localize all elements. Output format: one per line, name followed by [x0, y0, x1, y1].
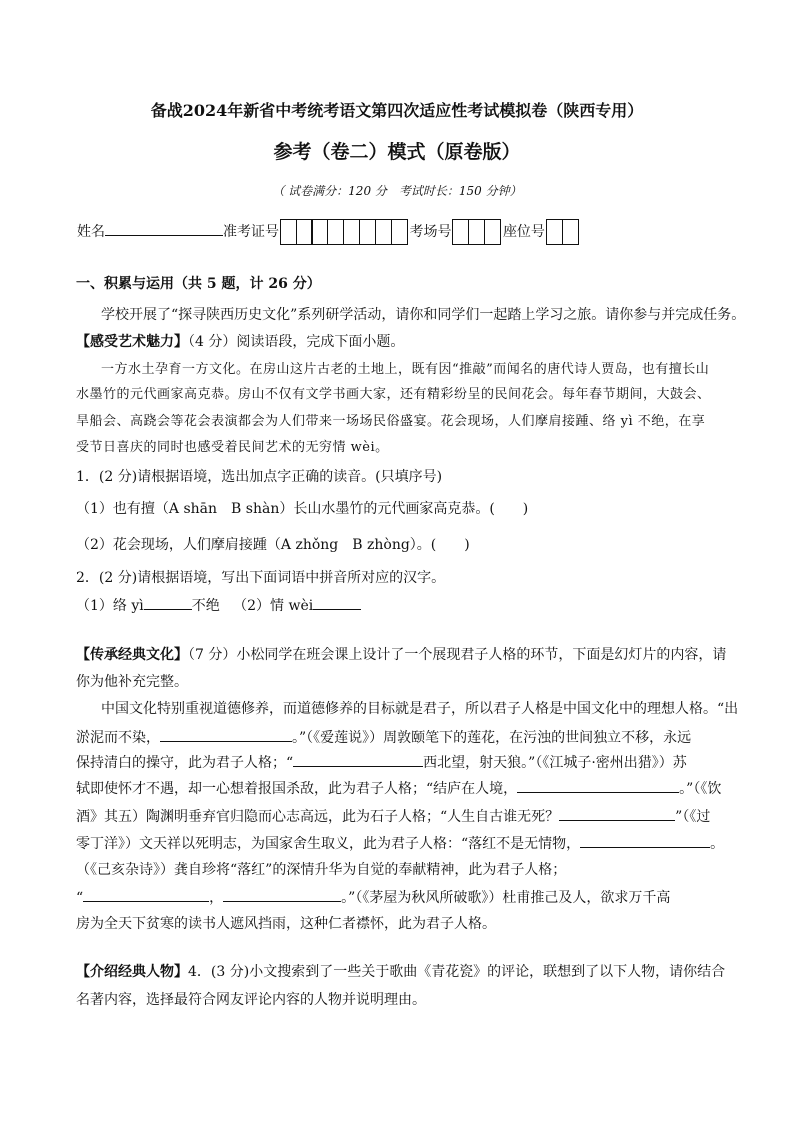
answer-blank[interactable] — [160, 727, 292, 742]
p2-text: 西北望，射天狼。”（《江城子·密州出猎》）苏 — [423, 755, 687, 771]
digit-box[interactable] — [562, 219, 579, 245]
p2-text: 保持清白的操守，此为君子人格；“ — [76, 755, 294, 771]
p2-text: ， — [209, 890, 224, 906]
p2-text: 。”（《爱莲说》）周敦颐笔下的莲花，在污浊的世间独立不移，永远 — [292, 730, 692, 746]
question-1b: （2）花会现场，人们摩肩接踵（A zhǒng B zhòng）。( ) — [76, 537, 470, 553]
p2-line — [76, 727, 691, 748]
p2-text: 淤泥而不染， — [76, 730, 160, 746]
exam-info: （ 试卷满分：120 分 考试时长：150 分钟） — [272, 184, 522, 198]
question-2a-prefix: （1）络 yì — [76, 598, 144, 614]
p2-text: “ — [76, 890, 84, 906]
part1-heading — [76, 332, 404, 352]
p2-line — [76, 806, 710, 827]
name-label: 姓名 — [77, 224, 105, 240]
question-2b-prefix: （2）情 wèi — [233, 598, 314, 614]
p2-text: 轼即使怀才不遇，却一心想着报国杀敌，此为君子人格；“结庐在人境， — [76, 781, 518, 797]
part3-heading — [76, 962, 725, 982]
passage-line: 一方水土孕育一方文化。在房山这片古老的土地上，既有因“推敲”而闻名的唐代诗人贾岛，也有擅长山 — [101, 362, 710, 377]
p2-text: 。”（《茅屋为秋风所破歌》）杜甫推己及人，欲求万千高 — [341, 890, 671, 906]
digit-box[interactable] — [452, 219, 469, 245]
part3-title: 【介绍经典人物】 — [76, 964, 188, 980]
digit-box[interactable] — [375, 219, 392, 245]
answer-blank[interactable] — [559, 806, 675, 821]
digit-box[interactable] — [391, 219, 408, 245]
answer-blank[interactable] — [313, 595, 361, 610]
digit-box[interactable] — [311, 219, 328, 245]
part3-text: 4．(3 分)小文搜索到了一些关于歌曲《青花瓷》的评论，联想到了以下人物，请你结合 — [188, 964, 726, 980]
room-label: 考场号 — [409, 224, 452, 240]
digit-box[interactable] — [359, 219, 376, 245]
digit-box[interactable] — [468, 219, 485, 245]
digit-box[interactable] — [280, 219, 297, 245]
name-field[interactable] — [105, 221, 223, 236]
exam-subtitle: 参考（卷二）模式（原卷版） — [273, 141, 521, 163]
p2-text: 。 — [710, 836, 725, 852]
p2-line — [76, 887, 670, 908]
part3-text-2: 名著内容，选择最符合网友评论内容的人物并说明理由。 — [76, 992, 426, 1008]
answer-blank[interactable] — [293, 752, 423, 767]
passage-line: 旱船会、高跷会等花会表演都会为人们带来一场场民俗盛宴。花会现场，人们摩肩接踵、络 yì 不绝，在享 — [76, 414, 706, 429]
question-2: 2．(2 分)请根据语境，写出下面词语中拼音所对应的汉字。 — [76, 570, 446, 586]
part2-title: 【传承经典文化】 — [76, 647, 188, 663]
digit-box[interactable] — [343, 219, 360, 245]
passage-line: 水墨竹的元代画家高克恭。房山不仅有文学书画大家，还有精彩纷呈的民间花会。每年春节期间，大鼓会、 — [76, 387, 711, 402]
exam-title: 备战2024年新省中考统考语文第四次适应性考试模拟卷（陕西专用） — [150, 101, 644, 120]
answer-blank[interactable] — [223, 887, 341, 902]
question-1a: （1）也有擅（A shān B shàn）长山水墨竹的元代画家高克恭。( ) — [76, 501, 529, 517]
seat-label: 座位号 — [502, 224, 545, 240]
answer-blank[interactable] — [83, 887, 209, 902]
seat-boxes[interactable] — [547, 219, 579, 245]
part2-text: （7 分）小松同学在班会课上设计了一个展现君子人格的环节，下面是幻灯片的内容，请 — [188, 647, 727, 663]
room-boxes[interactable] — [454, 219, 501, 245]
candidate-info-row — [77, 217, 581, 247]
section-intro: 学校开展了“探寻陕西历史文化”系列研学活动，请你和同学们一起踏上学习之旅。请你参与并完成任务。 — [101, 307, 746, 323]
section-heading: 一、积累与运用（共 5 题，计 26 分） — [76, 276, 321, 292]
question-1: 1．(2 分)请根据语境，选出加点字正确的读音。(只填序号) — [76, 469, 443, 485]
p2-text: 零丁洋》）文天祥以死明志，为国家舍生取义，此为君子人格：“落红不是无情物， — [76, 836, 581, 852]
digit-box[interactable] — [546, 219, 563, 245]
p2-line: 房为全天下贫寒的读书人遮风挡雨，这种仁者襟怀，此为君子人格。 — [76, 916, 496, 932]
answer-blank[interactable] — [580, 833, 710, 848]
p2-line: 中国文化特别重视道德修养，而道德修养的目标就是君子，所以君子人格是中国文化中的理想人格。“出 — [101, 701, 739, 717]
p2-line — [76, 778, 721, 799]
digit-box[interactable] — [484, 219, 501, 245]
digit-box[interactable] — [327, 219, 344, 245]
p2-line — [76, 833, 724, 854]
exam-id-boxes[interactable] — [281, 219, 408, 245]
part2-text-2: 你为他补充完整。 — [76, 674, 188, 690]
p2-line — [76, 752, 687, 773]
part1-title: 【感受艺术魅力】 — [76, 334, 188, 350]
digit-box[interactable] — [296, 219, 313, 245]
part2-heading — [76, 645, 726, 665]
question-2a-suffix: 不绝 — [191, 598, 220, 614]
answer-blank[interactable] — [517, 778, 679, 793]
p2-text: 。”（《饮 — [679, 781, 722, 797]
passage-line: 受节日喜庆的同时也感受着民间艺术的无穷情 wèi。 — [76, 440, 389, 455]
answer-blank[interactable] — [144, 595, 192, 610]
exam-id-label: 准考证号 — [223, 224, 279, 240]
p2-text: ”（《过 — [675, 809, 711, 825]
p2-text: 酒》其五）陶渊明垂弃官归隐而心志高远，此为石子人格；“人生自古谁无死？ — [76, 809, 560, 825]
question-2-answers — [76, 595, 361, 616]
p2-line: （《己亥杂诗》）龚自珍将“落红”的深情升华为自觉的奉献精神，此为君子人格； — [76, 862, 567, 878]
part1-text: （4 分）阅读语段，完成下面小题。 — [188, 334, 405, 350]
